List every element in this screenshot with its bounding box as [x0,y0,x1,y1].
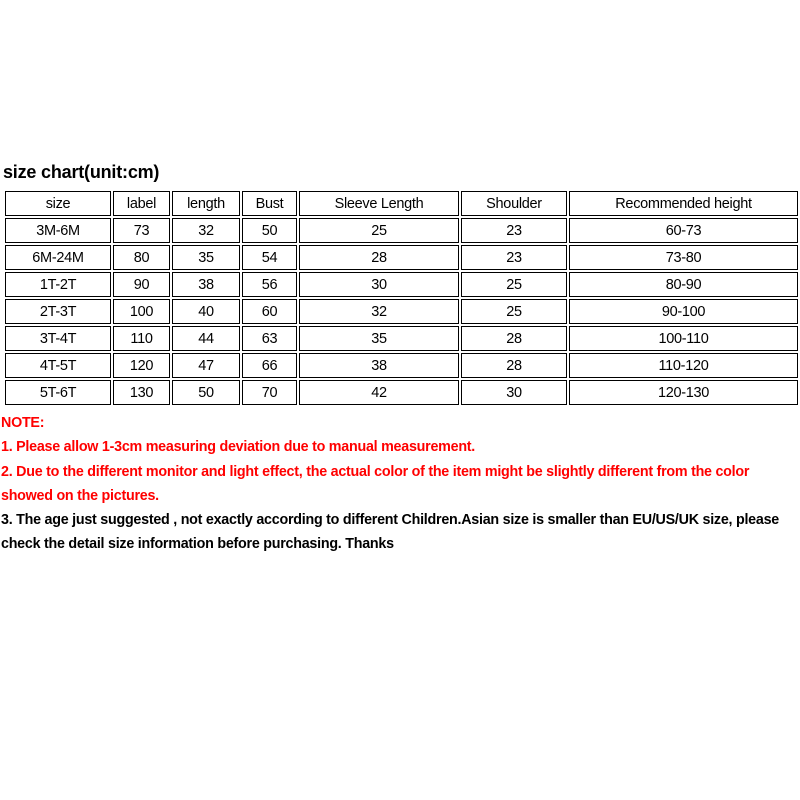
header-size: size [5,191,111,216]
note-heading: NOTE: [1,415,45,431]
notes-section [1,411,798,557]
cell-bust: 54 [242,245,297,270]
header-sleeve-length: Sleeve Length [299,191,459,216]
cell-bust: 56 [242,272,297,297]
cell-recommended-height: 73-80 [569,245,798,270]
header-recommended-height: Recommended height [569,191,798,216]
cell-recommended-height: 100-110 [569,326,798,351]
note-item-1: 1. Please allow 1-3cm measuring deviation due to manual measurement. [1,439,476,456]
cell-length: 35 [172,245,240,270]
cell-length: 32 [172,218,240,243]
cell-shoulder: 25 [461,299,567,324]
header-label: label [113,191,170,216]
cell-length: 44 [172,326,240,351]
cell-sleeve-length: 28 [299,245,459,270]
cell-size: 3M-6M [5,218,111,243]
cell-recommended-height: 80-90 [569,272,798,297]
cell-bust: 50 [242,218,297,243]
cell-sleeve-length: 35 [299,326,459,351]
cell-label: 110 [113,326,170,351]
cell-size: 5T-6T [5,380,111,405]
cell-bust: 70 [242,380,297,405]
cell-label: 100 [113,299,170,324]
cell-bust: 60 [242,299,297,324]
cell-size: 3T-4T [5,326,111,351]
table-row [5,218,798,243]
cell-sleeve-length: 38 [299,353,459,378]
cell-label: 80 [113,245,170,270]
cell-sleeve-length: 32 [299,299,459,324]
cell-size: 4T-5T [5,353,111,378]
cell-recommended-height: 120-130 [569,380,798,405]
cell-sleeve-length: 25 [299,218,459,243]
cell-recommended-height: 110-120 [569,353,798,378]
cell-size: 1T-2T [5,272,111,297]
cell-label: 130 [113,380,170,405]
cell-shoulder: 23 [461,218,567,243]
table-row [5,326,798,351]
cell-length: 38 [172,272,240,297]
cell-shoulder: 25 [461,272,567,297]
cell-shoulder: 28 [461,353,567,378]
note-item-2: 2. Due to the different monitor and light effect, the actual color of the item might be slightly different from the color showed on the pictures. [1,463,750,504]
cell-label: 120 [113,353,170,378]
cell-bust: 63 [242,326,297,351]
header-shoulder: Shoulder [461,191,567,216]
cell-length: 50 [172,380,240,405]
cell-sleeve-length: 42 [299,380,459,405]
cell-shoulder: 28 [461,326,567,351]
cell-recommended-height: 90-100 [569,299,798,324]
cell-label: 73 [113,218,170,243]
header-length: length [172,191,240,216]
size-chart-table [3,189,800,407]
table-row [5,353,798,378]
cell-bust: 66 [242,353,297,378]
cell-shoulder: 23 [461,245,567,270]
header-bust: Bust [242,191,297,216]
cell-sleeve-length: 30 [299,272,459,297]
table-row [5,380,798,405]
cell-size: 6M-24M [5,245,111,270]
cell-size: 2T-3T [5,299,111,324]
cell-shoulder: 30 [461,380,567,405]
table-row [5,299,798,324]
cell-length: 40 [172,299,240,324]
note-item-3: 3. The age just suggested , not exactly according to different Children.Asian size is smaller than EU/US/UK size, please check the detail size information before purchasing. Thanks [1,512,779,553]
cell-label: 90 [113,272,170,297]
table-row [5,272,798,297]
cell-recommended-height: 60-73 [569,218,798,243]
table-row [5,245,798,270]
table-header-row [5,191,798,216]
size-chart-title: size chart(unit:cm) [3,162,160,182]
cell-length: 47 [172,353,240,378]
